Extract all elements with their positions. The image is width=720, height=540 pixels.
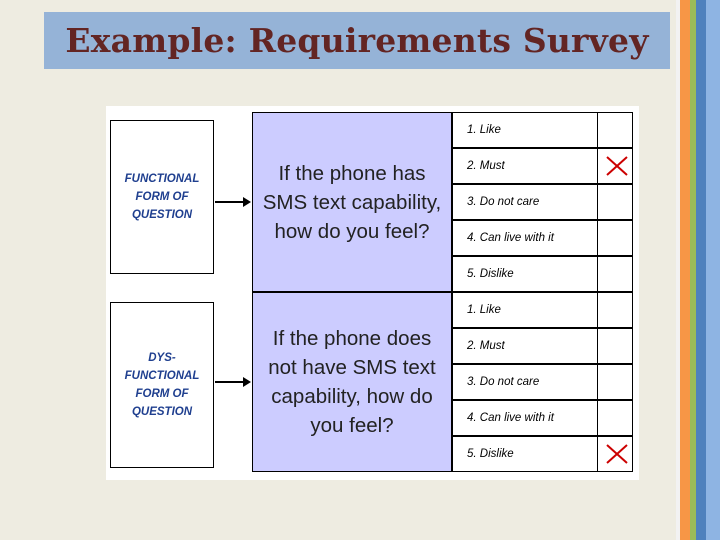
functional-form-label: FUNCTIONAL FORM OF QUESTION: [124, 173, 200, 221]
answer-label: 1. Like: [467, 124, 501, 136]
dysfunctional-form-label-box: [110, 302, 214, 468]
stripe-blue: [696, 0, 706, 540]
dysfunctional-answer-row: [452, 328, 633, 364]
answer-check-cell: [597, 364, 634, 400]
x-mark-icon: [606, 444, 628, 464]
functional-answer-row: [452, 256, 633, 292]
functional-answer-row: [452, 112, 633, 148]
answer-label: 5. Dislike: [467, 268, 514, 280]
dysfunctional-answer-row: [452, 436, 633, 472]
functional-answer-row: [452, 148, 633, 184]
answer-check-cell: [597, 184, 634, 220]
dysfunctional-question: If the phone does not have SMS text capability, how do you feel?: [252, 292, 452, 472]
title-bar: [44, 12, 670, 69]
answer-label: 1. Like: [467, 304, 501, 316]
answer-check-cell: [597, 292, 634, 328]
arrow-right-icon: [215, 201, 245, 203]
dysfunctional-form-label: DYS- FUNCTIONAL FORM OF QUESTION: [124, 352, 200, 418]
functional-form-label-box: [110, 120, 214, 274]
functional-question: If the phone has SMS text capability, how do you feel?: [252, 112, 452, 292]
answer-label: 5. Dislike: [467, 448, 514, 460]
answer-check-cell: [597, 328, 634, 364]
answer-label: 3. Do not care: [467, 196, 540, 208]
dysfunctional-answer-row: [452, 364, 633, 400]
decorative-stripes: [676, 0, 720, 540]
arrow-right-icon: [215, 381, 245, 383]
dysfunctional-answer-row: [452, 292, 633, 328]
answer-check-cell: [597, 256, 634, 292]
slide-title: Example: Requirements Survey: [65, 21, 649, 60]
stripe-orange: [680, 0, 690, 540]
stripe-light-blue: [706, 0, 720, 540]
functional-answer-row: [452, 184, 633, 220]
survey-figure: [106, 106, 639, 480]
answer-check-cell: [597, 220, 634, 256]
answer-label: 2. Must: [467, 160, 505, 172]
answer-check-cell: [597, 436, 634, 472]
x-mark-icon: [606, 156, 628, 176]
answer-label: 2. Must: [467, 340, 505, 352]
functional-answer-row: [452, 220, 633, 256]
answer-label: 4. Can live with it: [467, 412, 554, 424]
answer-label: 4. Can live with it: [467, 232, 554, 244]
answer-check-cell: [597, 112, 634, 148]
dysfunctional-answer-row: [452, 400, 633, 436]
answer-check-cell: [597, 400, 634, 436]
answer-label: 3. Do not care: [467, 376, 540, 388]
answer-check-cell: [597, 148, 634, 184]
